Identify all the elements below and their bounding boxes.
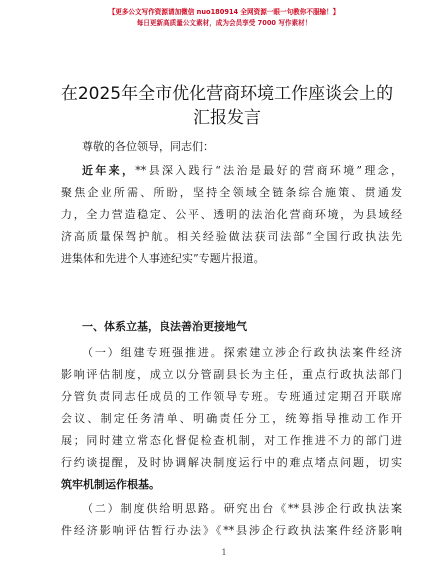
- intro-lead: 近年来，: [82, 164, 136, 177]
- intro-line-2: 聚焦企业所需、所盼，坚持全领域全链条综合施策、贯通发: [61, 186, 402, 199]
- para1-line-7: [61, 474, 402, 496]
- section-1-paragraph-1: [61, 342, 402, 496]
- para1-bold-tail: 筑牢机制运作根基。: [61, 478, 160, 491]
- page-number: 1: [221, 548, 227, 557]
- promo-banner-line1: 【更多公文写作资源请加微信 nuo180914 全网资源一眼一句教你不服输！】: [108, 8, 340, 16]
- para1-line-5: 展；同时建立常态化督促检查机制，对工作推进不力的部门进: [61, 434, 402, 447]
- promo-banner-line2: 每日更新高质量公文素材，成为会员享受 7000 写作素材！: [136, 19, 312, 27]
- para1-line-1: （一）组建专班强推进。探索建立涉企行政执法案件经济: [82, 346, 402, 359]
- intro-paragraph: [61, 160, 403, 270]
- intro-line-4: 济高质量保驾护航。相关经验做法获司法部“全国行政执法先: [61, 230, 402, 243]
- salutation: 尊敬的各位领导，同志们：: [82, 140, 214, 153]
- para2-line-1: （二）制度供给明思路。研究出台《**县涉企行政执法案: [82, 502, 402, 515]
- intro-line-3: 力，全力营造稳定、公平、透明的法治化营商环境，为县域经: [61, 208, 402, 221]
- para1-line-2: 影响评估制度，成立以分管副县长为主任，重点行政执法部门: [61, 368, 402, 381]
- intro-line-5: 进集体和先进个人事迹纪实”专题片报道。: [61, 252, 265, 265]
- para1-line-6: 行约谈提醒，及时协调解决制度运行中的难点堵点问题，切实: [61, 456, 402, 469]
- para1-line-4: 会议、制定任务清单、明确责任分工，统筹指导推动工作开: [61, 412, 402, 425]
- section-1-heading: 一、体系立基，良法善治更接地气: [82, 320, 247, 333]
- para1-line-3: 分管负责同志任成员的工作领导专班。专班通过定期召开联席: [61, 390, 402, 403]
- section-1-paragraph-2: [61, 498, 402, 542]
- document-title: 在2025年全市优化营商环境工作座谈会上的汇报发言: [60, 84, 394, 128]
- para2-line-2: 件经济影响评估暂行办法》《**县涉企行政执法案件经济影响: [61, 524, 402, 537]
- intro-line-1: 近年来，**县深入践行“法治是最好的营商环境”理念，: [82, 164, 403, 177]
